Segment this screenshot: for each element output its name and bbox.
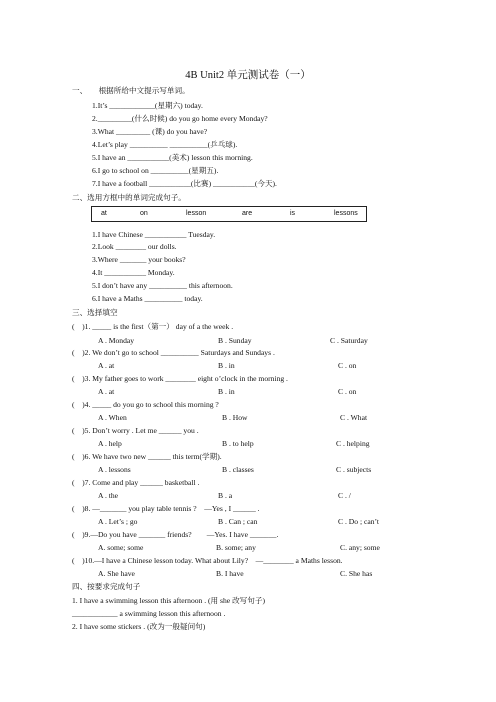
mc-option-b: B. I have bbox=[216, 569, 244, 578]
mc-question-6: ( )6. We have two new ______ this term(学期). bbox=[72, 452, 222, 461]
mc-option-a: A . When bbox=[98, 413, 127, 422]
mc-option-b: B . Sunday bbox=[218, 336, 252, 345]
part1-item-1: 1.It’s ____________(星期六) today. bbox=[92, 101, 203, 110]
mc-option-a: A . lessons bbox=[98, 465, 131, 474]
mc-option-c: C . / bbox=[338, 491, 351, 500]
mc-question-10: ( )10.—I have a Chinese lesson today. What about Lily? —________ a Maths lesson. bbox=[72, 556, 343, 565]
part2-item-2: 2.Look ________ our dolls. bbox=[92, 242, 177, 251]
part2-item-3: 3.Where _______ your books? bbox=[92, 255, 186, 264]
part1-item-7: 7.I have a football ___________(比赛) ___________(今天). bbox=[92, 179, 277, 188]
mc-option-a: A . the bbox=[98, 491, 119, 500]
mc-question-9: ( )9.—Do you have _______ friends? —Yes. I have _______. bbox=[72, 530, 279, 539]
part2-item-6: 6.I have a Maths __________ today. bbox=[92, 294, 203, 303]
page-title: 4B Unit2 单元测试卷（一） bbox=[185, 70, 311, 81]
part1-item-6: 6.I go to school on __________(星期五). bbox=[92, 166, 219, 175]
word-box-item: on bbox=[140, 210, 148, 217]
part2-item-1: 1.I have Chinese ___________ Tuesday. bbox=[92, 230, 216, 239]
word-box-item: at bbox=[101, 210, 107, 217]
mc-question-8: ( )8. —_______ you play table tennis ? —Yes , I ______ . bbox=[72, 504, 260, 513]
mc-option-b: B . in bbox=[218, 361, 235, 370]
mc-option-c: C. She has bbox=[340, 569, 373, 578]
mc-option-c: C . What bbox=[340, 413, 368, 422]
mc-option-a: A . at bbox=[98, 361, 115, 370]
mc-option-c: C . Do ; can’t bbox=[338, 517, 379, 526]
mc-option-c: C . subjects bbox=[336, 465, 372, 474]
part1-item-4: 4.Let’s play __________ __________(乒乓球). bbox=[92, 140, 238, 149]
word-box-item: lesson bbox=[186, 210, 207, 217]
mc-option-b: B . Can ; can bbox=[218, 517, 258, 526]
word-box-item: lessons bbox=[334, 210, 358, 217]
part4-item-2: 2. I have some stickers . (改为一般疑问句) bbox=[72, 622, 206, 631]
part2-item-4: 4.It ___________ Monday. bbox=[92, 268, 175, 277]
part1-item-5: 5.I have an ___________(美术) lesson this morning. bbox=[92, 153, 253, 162]
section-1-heading: 一、 根据所给中文提示写单词。 bbox=[72, 86, 190, 95]
mc-option-a: A . at bbox=[98, 387, 115, 396]
word-box-item: is bbox=[290, 210, 296, 217]
mc-question-1: ( )1. _____ is the first（第一） day of a the week . bbox=[72, 322, 234, 331]
part2-item-5: 5.I don’t have any __________ this afternoon. bbox=[92, 281, 233, 290]
section-2-heading: 二、选用方框中的单词完成句子。 bbox=[72, 193, 186, 202]
mc-option-a: A. She have bbox=[98, 569, 135, 578]
mc-question-7: ( )7. Come and play ______ basketball . bbox=[72, 478, 200, 487]
mc-option-a: A . Monday bbox=[98, 336, 135, 345]
word-box-item: are bbox=[242, 210, 253, 217]
mc-option-c: C . Saturday bbox=[330, 336, 368, 345]
mc-option-c: C . helping bbox=[336, 439, 370, 448]
mc-question-2: ( )2. We don’t go to school __________ Saturdays and Sundays . bbox=[72, 348, 275, 357]
mc-question-4: ( )4. _____ do you go to school this morning ? bbox=[72, 400, 219, 409]
mc-option-b: B . classes bbox=[222, 465, 254, 474]
mc-option-b: B . a bbox=[218, 491, 233, 500]
section-3-heading: 三、选择填空 bbox=[72, 308, 118, 317]
mc-option-b: B . to help bbox=[222, 439, 254, 448]
mc-option-c: C . on bbox=[338, 387, 357, 396]
mc-option-c: C. any; some bbox=[340, 543, 380, 552]
mc-option-a: A . help bbox=[98, 439, 122, 448]
mc-option-c: C . on bbox=[338, 361, 357, 370]
mc-option-b: B . How bbox=[222, 413, 248, 422]
part4-answer-line: ____________ a swimming lesson this afternoon . bbox=[72, 609, 226, 618]
mc-option-a: A. some; some bbox=[98, 543, 144, 552]
mc-option-a: A . Let’s ; go bbox=[98, 517, 138, 526]
mc-option-b: B . in bbox=[218, 387, 235, 396]
part1-item-2: 2._________(什么时候) do you go home every Monday? bbox=[92, 114, 268, 123]
part4-item-1: 1. I have a swimming lesson this afternoon . (用 she 改写句子) bbox=[72, 596, 265, 605]
part1-item-3: 3.What _________ (课) do you have? bbox=[92, 127, 208, 136]
word-box bbox=[91, 206, 367, 222]
mc-option-b: B. some; any bbox=[216, 543, 256, 552]
section-4-heading: 四、按要求完成句子 bbox=[72, 582, 141, 591]
mc-question-3: ( )3. My father goes to work ________ eight o’clock in the morning . bbox=[72, 374, 288, 383]
mc-question-5: ( )5. Don’t worry . Let me ______ you . bbox=[72, 426, 199, 435]
